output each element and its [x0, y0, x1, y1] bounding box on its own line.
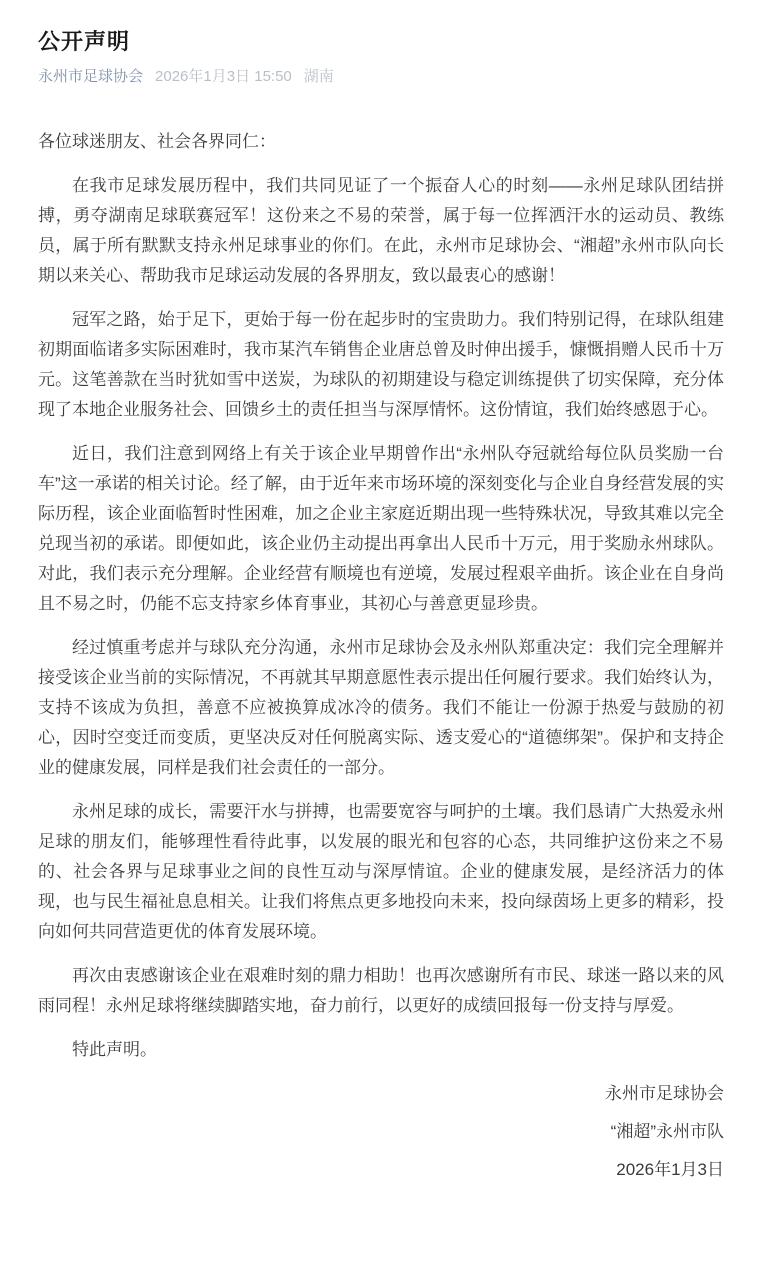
- publish-location: 湖南: [303, 68, 334, 85]
- paragraph-6: 再次由衷感谢该企业在艰难时刻的鼎力相助！也再次感谢所有市民、球迷一路以来的风雨同程！永州足球将继续脚踏实地，奋力前行，以更好的成绩回报每一份支持与厚爱。: [38, 966, 724, 1015]
- signature-block: [38, 1079, 724, 1185]
- paragraph-4: 经过慎重考虑并与球队充分沟通，永州市足球协会及永州队郑重决定：我们完全理解并接受该企业当前的实际情况，不再就其早期意愿性表示提出任何履行要求。我们始终认为，支持不该成为负担，善意不应被换算成冰冷的债务。我们不能让一份源于热爱与鼓励的初心，因时空变迁而变质，更坚决反对任何脱离实际、透支爱心的“道德绑架”。保护和支持企业的健康发展，同样是我们社会责任的一部分。: [38, 638, 724, 777]
- publish-datetime: 2026年1月3日 15:50: [155, 68, 292, 85]
- paragraph-3: 近日，我们注意到网络上有关于该企业早期曾作出“永州队夺冠就给每位队员奖励一台车”这一承诺的相关讨论。经了解，由于近年来市场环境的深刻变化与企业自身经营发展的实际历程，该企业面临暂时性困难，加之企业主家庭近期出现一些特殊状况，导致其难以完全兑现当初的承诺。即便如此，该企业仍主动提出再拿出人民币十万元，用于奖励永州球队。对此，我们表示充分理解。企业经营有顺境也有逆境，发展过程艰辛曲折。该企业在自身尚且不易之时，仍能不忘支持家乡体育事业，其初心与善意更显珍贵。: [38, 444, 724, 613]
- byline: [38, 66, 724, 87]
- article-body: [38, 127, 724, 1185]
- signature-date: 2026年1月3日: [616, 1160, 724, 1179]
- account-name-link[interactable]: 永州市足球协会: [38, 68, 144, 85]
- signature-team: “湘超”永州市队: [610, 1122, 724, 1141]
- paragraph-2: 冠军之路，始于足下，更始于每一份在起步时的宝贵助力。我们特别记得，在球队组建初期面临诸多实际困难时，我市某汽车销售企业唐总曾及时伸出援手，慷慨捐赠人民币十万元。这笔善款在当时犹如雪中送炭，为球队的初期建设与稳定训练提供了切实保障，充分体现了本地企业服务社会、回馈乡土的责任担当与深厚情怀。这份情谊，我们始终感恩于心。: [38, 310, 724, 419]
- paragraph-1: 在我市足球发展历程中，我们共同见证了一个振奋人心的时刻——永州足球队团结拼搏，勇夺湖南足球联赛冠军！这份来之不易的荣誉，属于每一位挥洒汗水的运动员、教练员，属于所有默默支持永州足球事业的你们。在此，永州市足球协会、“湘超”永州市队向长期以来关心、帮助我市足球运动发展的各界朋友，致以最衷心的感谢！: [38, 176, 724, 285]
- paragraph-5: 永州足球的成长，需要汗水与拼搏，也需要宽容与呵护的土壤。我们恳请广大热爱永州足球的朋友们，能够理性看待此事，以发展的眼光和包容的心态，共同维护这份来之不易的、社会各界与足球事业之间的良性互动与深厚情谊。企业的健康发展，是经济活力的体现，也与民生福祉息息相关。让我们将焦点更多地投向未来，投向绿茵场上更多的精彩，投向如何共同营造更优的体育发展环境。: [38, 802, 724, 941]
- signature-org: 永州市足球协会: [605, 1084, 724, 1103]
- closing-statement: 特此声明。: [72, 1040, 157, 1059]
- salutation: 各位球迷朋友、社会各界同仁：: [38, 132, 276, 151]
- page-title: 公开声明: [38, 29, 131, 54]
